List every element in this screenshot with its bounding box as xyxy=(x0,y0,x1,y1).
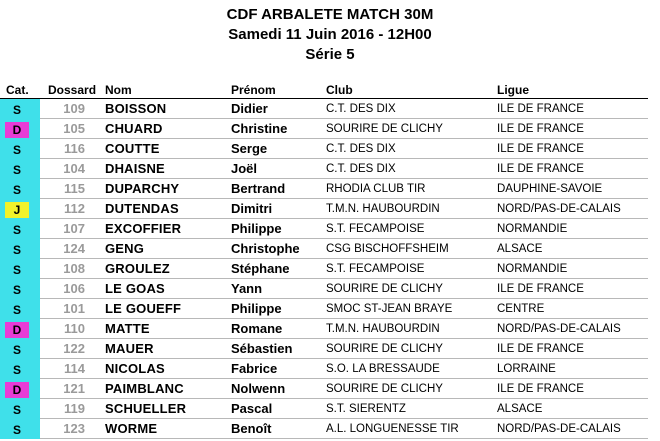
category-badge: D xyxy=(5,122,29,138)
prenom-cell: Nolwenn xyxy=(231,381,286,396)
nom-cell: LE GOUEFF xyxy=(105,301,182,316)
event-date: Samedi 11 Juin 2016 - 12H00 xyxy=(228,26,432,43)
prenom-cell: Pascal xyxy=(231,401,273,416)
club-cell: SOURIRE DE CLICHY xyxy=(326,283,443,295)
category-cell xyxy=(0,159,40,179)
prenom-cell: Philippe xyxy=(231,301,282,316)
category-badge: S xyxy=(12,263,21,277)
prenom-cell: Stéphane xyxy=(231,261,290,276)
prenom-cell: Fabrice xyxy=(231,361,278,376)
prenom-cell: Joël xyxy=(231,161,258,176)
table-row xyxy=(0,339,648,359)
table-row xyxy=(0,299,648,319)
nom-cell: GENG xyxy=(105,241,145,256)
prenom-cell: Christine xyxy=(231,121,288,136)
category-cell xyxy=(0,359,40,379)
category-badge: S xyxy=(12,303,21,317)
column-headers xyxy=(0,83,660,99)
ligue-cell: LORRAINE xyxy=(497,363,556,375)
table-row xyxy=(0,179,648,199)
ligue-cell: NORMANDIE xyxy=(497,263,568,275)
category-cell xyxy=(0,339,40,359)
ligue-cell: NORD/PAS-DE-CALAIS xyxy=(497,423,621,435)
nom-cell: DUPARCHY xyxy=(105,181,180,196)
club-cell: SOURIRE DE CLICHY xyxy=(326,123,443,135)
ligue-cell: ALSACE xyxy=(497,243,543,255)
prenom-cell: Serge xyxy=(231,141,268,156)
dossard-cell: 101 xyxy=(63,301,85,316)
category-badge: J xyxy=(5,202,29,218)
category-cell xyxy=(0,239,40,259)
category-badge: S xyxy=(12,283,21,297)
category-cell xyxy=(0,319,40,339)
category-cell xyxy=(0,279,40,299)
nom-cell: GROULEZ xyxy=(105,261,170,276)
club-cell: S.T. FECAMPOISE xyxy=(326,223,425,235)
col-prenom: Prénom xyxy=(231,83,276,97)
nom-cell: LE GOAS xyxy=(105,281,165,296)
table-row xyxy=(0,119,648,139)
dossard-cell: 107 xyxy=(63,221,85,236)
category-cell xyxy=(0,99,40,119)
event-title: CDF ARBALETE MATCH 30M xyxy=(226,6,434,23)
nom-cell: DUTENDAS xyxy=(105,201,179,216)
nom-cell: WORME xyxy=(105,421,158,436)
table-row xyxy=(0,259,648,279)
nom-cell: PAIMBLANC xyxy=(105,381,184,396)
category-badge: S xyxy=(12,143,21,157)
category-badge: S xyxy=(12,423,21,437)
category-badge: S xyxy=(12,183,21,197)
event-serie: Série 5 xyxy=(305,46,355,63)
club-cell: A.L. LONGUENESSE TIR xyxy=(326,423,459,435)
dossard-cell: 121 xyxy=(63,381,85,396)
category-badge: S xyxy=(12,103,21,117)
col-nom: Nom xyxy=(105,83,132,97)
ligue-cell: NORD/PAS-DE-CALAIS xyxy=(497,323,621,335)
ligue-cell: NORMANDIE xyxy=(497,223,568,235)
dossard-cell: 106 xyxy=(63,281,85,296)
dossard-cell: 115 xyxy=(64,181,85,196)
table-row xyxy=(0,199,648,219)
dossard-cell: 110 xyxy=(64,321,85,336)
table-row xyxy=(0,359,648,379)
club-cell: RHODIA CLUB TIR xyxy=(326,183,426,195)
dossard-cell: 123 xyxy=(63,421,85,436)
ligue-cell: ILE DE FRANCE xyxy=(497,283,584,295)
category-cell xyxy=(0,179,40,199)
ligue-cell: DAUPHINE-SAVOIE xyxy=(497,183,603,195)
dossard-cell: 105 xyxy=(63,121,85,136)
dossard-cell: 116 xyxy=(64,141,85,156)
dossard-cell: 108 xyxy=(63,261,85,276)
category-cell xyxy=(0,399,40,419)
category-cell xyxy=(0,119,40,139)
ligue-cell: NORD/PAS-DE-CALAIS xyxy=(497,203,621,215)
category-badge: S xyxy=(12,363,21,377)
table-row xyxy=(0,419,648,439)
dossard-cell: 109 xyxy=(63,101,85,116)
prenom-cell: Philippe xyxy=(231,221,282,236)
ligue-cell: ILE DE FRANCE xyxy=(497,143,584,155)
category-cell xyxy=(0,199,40,219)
category-cell xyxy=(0,419,40,439)
club-cell: SOURIRE DE CLICHY xyxy=(326,383,443,395)
ligue-cell: ILE DE FRANCE xyxy=(497,343,584,355)
nom-cell: DHAISNE xyxy=(105,161,165,176)
prenom-cell: Yann xyxy=(231,281,263,296)
category-badge: S xyxy=(12,343,21,357)
prenom-cell: Benoît xyxy=(231,421,272,436)
nom-cell: CHUARD xyxy=(105,121,163,136)
table-row xyxy=(0,399,648,419)
ligue-cell: ILE DE FRANCE xyxy=(497,103,584,115)
category-cell xyxy=(0,379,40,399)
club-cell: S.O. LA BRESSAUDE xyxy=(326,363,440,375)
nom-cell: MATTE xyxy=(105,321,150,336)
category-badge: D xyxy=(5,322,29,338)
club-cell: C.T. DES DIX xyxy=(326,163,396,175)
club-cell: S.T. FECAMPOISE xyxy=(326,263,425,275)
ligue-cell: CENTRE xyxy=(497,303,545,315)
club-cell: S.T. SIERENTZ xyxy=(326,403,406,415)
table-row xyxy=(0,159,648,179)
category-badge: D xyxy=(5,382,29,398)
table-row xyxy=(0,99,648,119)
nom-cell: MAUER xyxy=(105,341,154,356)
category-cell xyxy=(0,219,40,239)
club-cell: T.M.N. HAUBOURDIN xyxy=(326,323,440,335)
prenom-cell: Didier xyxy=(231,101,268,116)
nom-cell: NICOLAS xyxy=(105,361,165,376)
prenom-cell: Dimitri xyxy=(231,201,273,216)
club-cell: SMOC ST-JEAN BRAYE xyxy=(326,303,453,315)
category-cell xyxy=(0,259,40,279)
club-cell: C.T. DES DIX xyxy=(326,103,396,115)
dossard-cell: 119 xyxy=(64,401,85,416)
table-row xyxy=(0,219,648,239)
nom-cell: BOISSON xyxy=(105,101,167,116)
row-divider xyxy=(40,438,648,439)
ligue-cell: ILE DE FRANCE xyxy=(497,383,584,395)
dossard-cell: 122 xyxy=(63,341,85,356)
table-row xyxy=(0,279,648,299)
club-cell: CSG BISCHOFFSHEIM xyxy=(326,243,449,255)
dossard-cell: 112 xyxy=(64,201,85,216)
nom-cell: COUTTE xyxy=(105,141,160,156)
col-club: Club xyxy=(326,83,353,97)
col-ligue: Ligue xyxy=(497,83,529,97)
category-cell xyxy=(0,139,40,159)
prenom-cell: Christophe xyxy=(231,241,300,256)
prenom-cell: Bertrand xyxy=(231,181,286,196)
category-badge: S xyxy=(12,403,21,417)
club-cell: C.T. DES DIX xyxy=(326,143,396,155)
prenom-cell: Romane xyxy=(231,321,283,336)
ligue-cell: ALSACE xyxy=(497,403,543,415)
document-header xyxy=(0,0,660,65)
table-row xyxy=(0,239,648,259)
table-row xyxy=(0,379,648,399)
category-cell xyxy=(0,299,40,319)
dossard-cell: 114 xyxy=(64,361,85,376)
dossard-cell: 104 xyxy=(63,161,85,176)
ligue-cell: ILE DE FRANCE xyxy=(497,123,584,135)
nom-cell: SCHUELLER xyxy=(105,401,187,416)
table-row xyxy=(0,139,648,159)
nom-cell: EXCOFFIER xyxy=(105,221,182,236)
col-dossard: Dossard xyxy=(48,83,97,97)
category-badge: S xyxy=(12,243,21,257)
col-cat: Cat. xyxy=(6,83,29,97)
category-badge: S xyxy=(12,163,21,177)
dossard-cell: 124 xyxy=(63,241,85,256)
category-badge: S xyxy=(12,223,21,237)
club-cell: SOURIRE DE CLICHY xyxy=(326,343,443,355)
club-cell: T.M.N. HAUBOURDIN xyxy=(326,203,440,215)
prenom-cell: Sébastien xyxy=(231,341,293,356)
table-row xyxy=(0,319,648,339)
ligue-cell: ILE DE FRANCE xyxy=(497,163,584,175)
